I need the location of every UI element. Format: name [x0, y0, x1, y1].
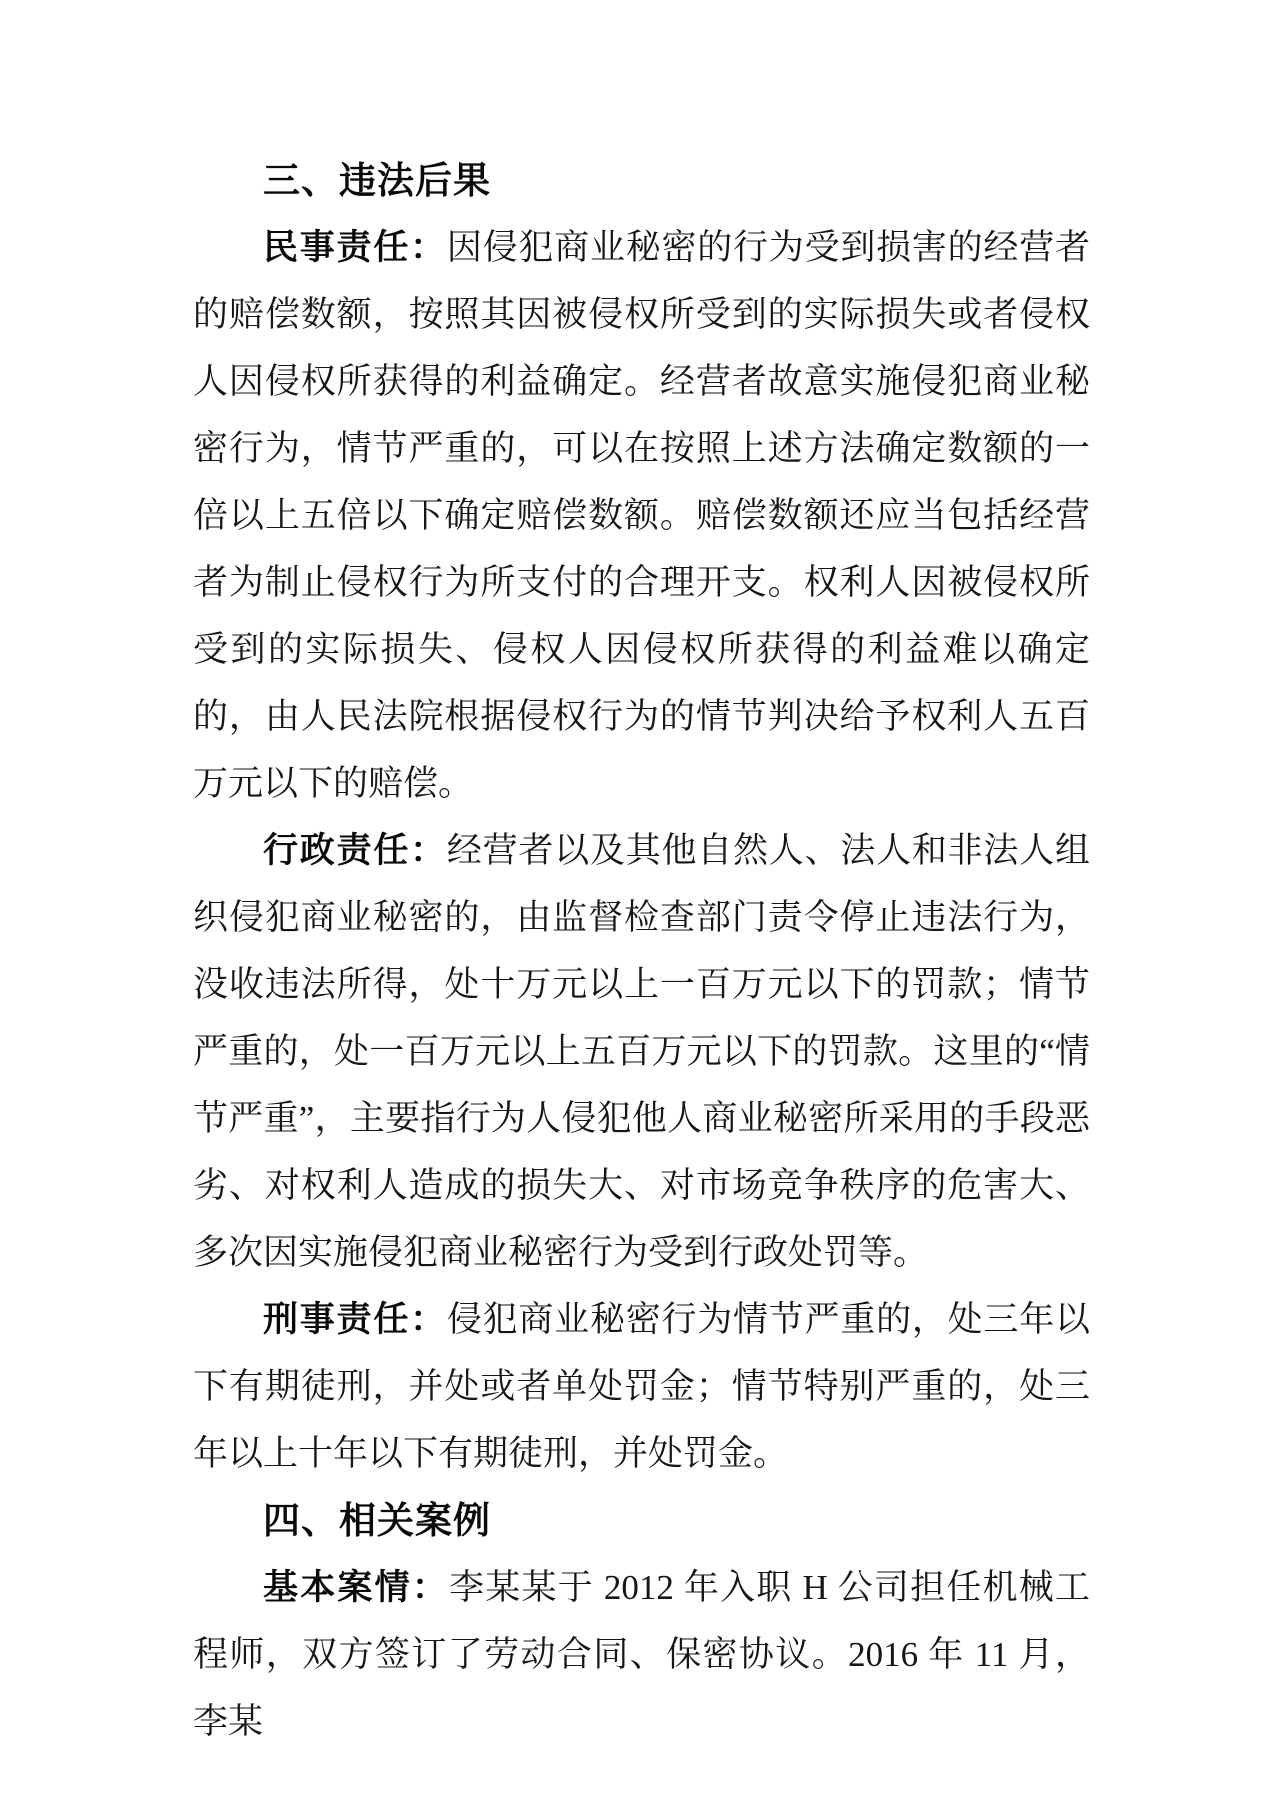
administrative-liability-label: 行政责任：	[263, 831, 447, 870]
section-heading-related-cases: 四、相关案例	[263, 1500, 491, 1541]
case-facts-text: 李某某于 2012 年入职 H 公司担任机械工程师，双方签订了劳动合同、保密协议。2016 年 11 月，李某	[193, 1568, 1090, 1741]
paragraph-criminal-liability	[193, 1286, 1090, 1487]
civil-liability-text: 因侵犯商业秘密的行为受到损害的经营者的赔偿数额，按照其因被侵权所受到的实际损失或者侵权人因侵权所获得的利益确定。经营者故意实施侵犯商业秘密行为，情节严重的，可以在按照上述方法确定数额的一倍以上五倍以下确定赔偿数额。赔偿数额还应当包括经营者为制止侵权行为所支付的合理开支。权利人因被侵权所受到的实际损失、侵权人因侵权所获得的利益难以确定的，由人民法院根据侵权行为的情节判决给予权利人五百万元以下的赔偿。	[193, 228, 1090, 803]
paragraph-civil-liability	[193, 214, 1090, 817]
administrative-liability-text: 经营者以及其他自然人、法人和非法人组织侵犯商业秘密的，由监督检查部门责令停止违法行为，没收违法所得，处十万元以上一百万元以下的罚款；情节严重的，处一百万元以上五百万元以下的罚款。这里的“情节严重”，主要指行为人侵犯他人商业秘密所采用的手段恶劣、对权利人造成的损失大、对市场竞争秩序的危害大、多次因实施侵犯商业秘密行为受到行政处罚等。	[193, 831, 1090, 1272]
paragraph-case-facts	[193, 1554, 1090, 1755]
criminal-liability-text: 侵犯商业秘密行为情节严重的，处三年以下有期徒刑，并处或者单处罚金；情节特别严重的，处三年以上十年以下有期徒刑，并处罚金。	[193, 1300, 1090, 1473]
criminal-liability-label: 刑事责任：	[263, 1300, 447, 1339]
document-body	[193, 147, 1090, 1755]
section-heading-violation-consequences: 三、违法后果	[263, 160, 491, 201]
case-facts-label: 基本案情：	[263, 1568, 450, 1607]
paragraph-administrative-liability	[193, 817, 1090, 1286]
civil-liability-label: 民事责任：	[263, 228, 447, 267]
